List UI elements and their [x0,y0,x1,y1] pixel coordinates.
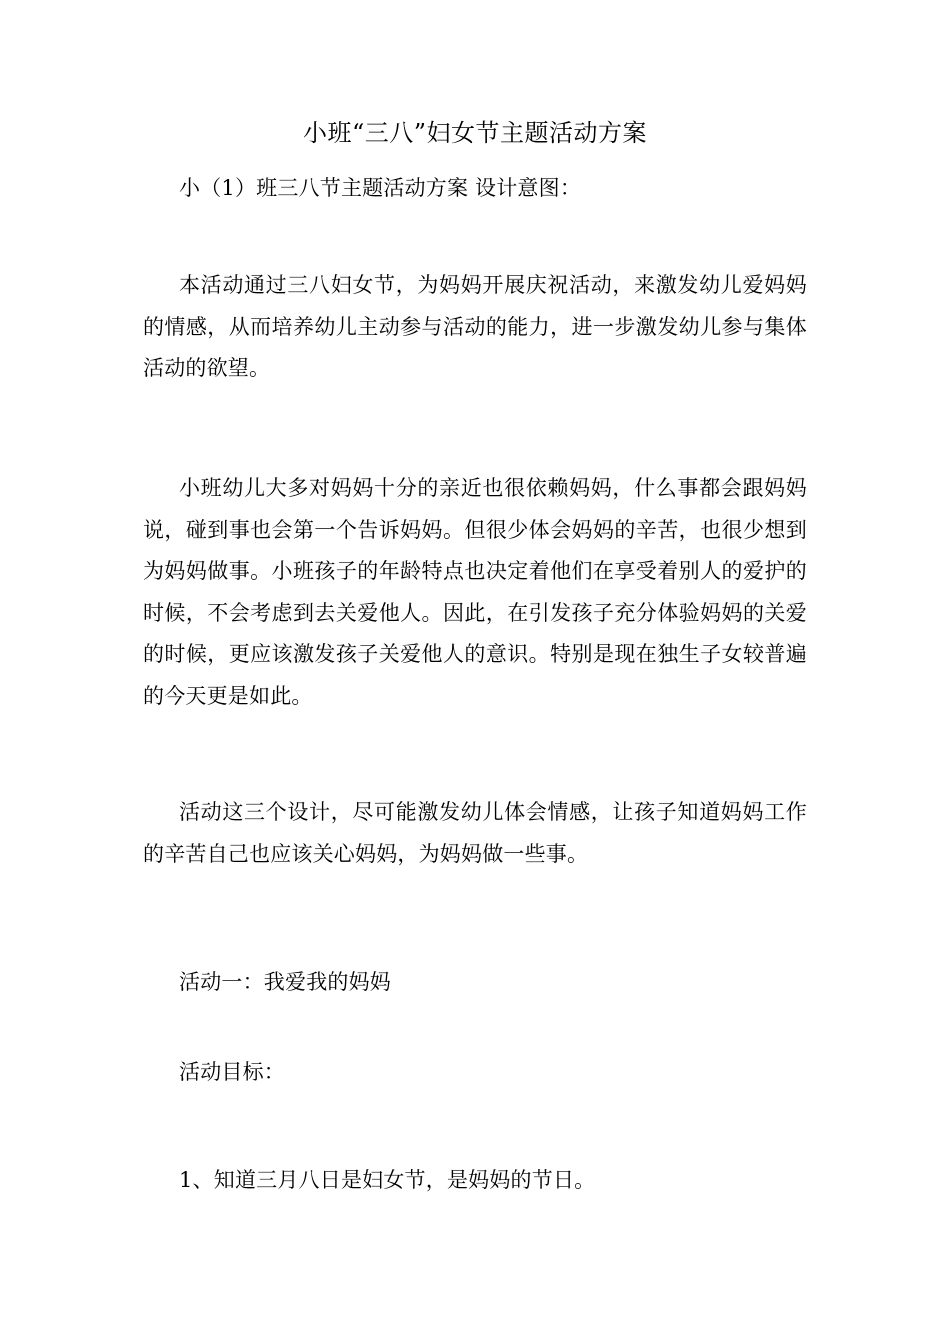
design-intent-paragraph-3: 活动这三个设计，尽可能激发幼儿体会情感，让孩子知道妈妈工作的辛苦自己也应该关心妈妈，为妈妈做一些事。 [143,800,807,866]
design-intent-paragraph-2: 小班幼儿大多对妈妈十分的亲近也很依赖妈妈，什么事都会跟妈妈说，碰到事也会第一个告诉妈妈。但很少体会妈妈的辛苦，也很少想到为妈妈做事。小班孩子的年龄特点也决定着他们在享受着别人的爱护的时候，不会考虑到去关爱他人。因此，在引发孩子充分体验妈妈的关爱的时候，更应该激发孩子关爱他人的意识。特别是现在独生子女较普遍的今天更是如此。 [143,476,807,708]
activity-one-heading: 活动一：我爱我的妈妈 [179,970,391,994]
activity-goals-heading: 活动目标： [179,1060,285,1084]
subtitle-paragraph: 小（1）班三八节主题活动方案 设计意图： [179,176,582,200]
document-title: 小班“三八”妇女节主题活动方案 [302,119,648,147]
design-intent-paragraph-1: 本活动通过三八妇女节，为妈妈开展庆祝活动，来激发幼儿爱妈妈的情感，从而培养幼儿主动参与活动的能力，进一步激发幼儿参与集体活动的欲望。 [143,273,807,380]
goal-item-1: 1、知道三月八日是妇女节，是妈妈的节日。 [179,1168,596,1192]
